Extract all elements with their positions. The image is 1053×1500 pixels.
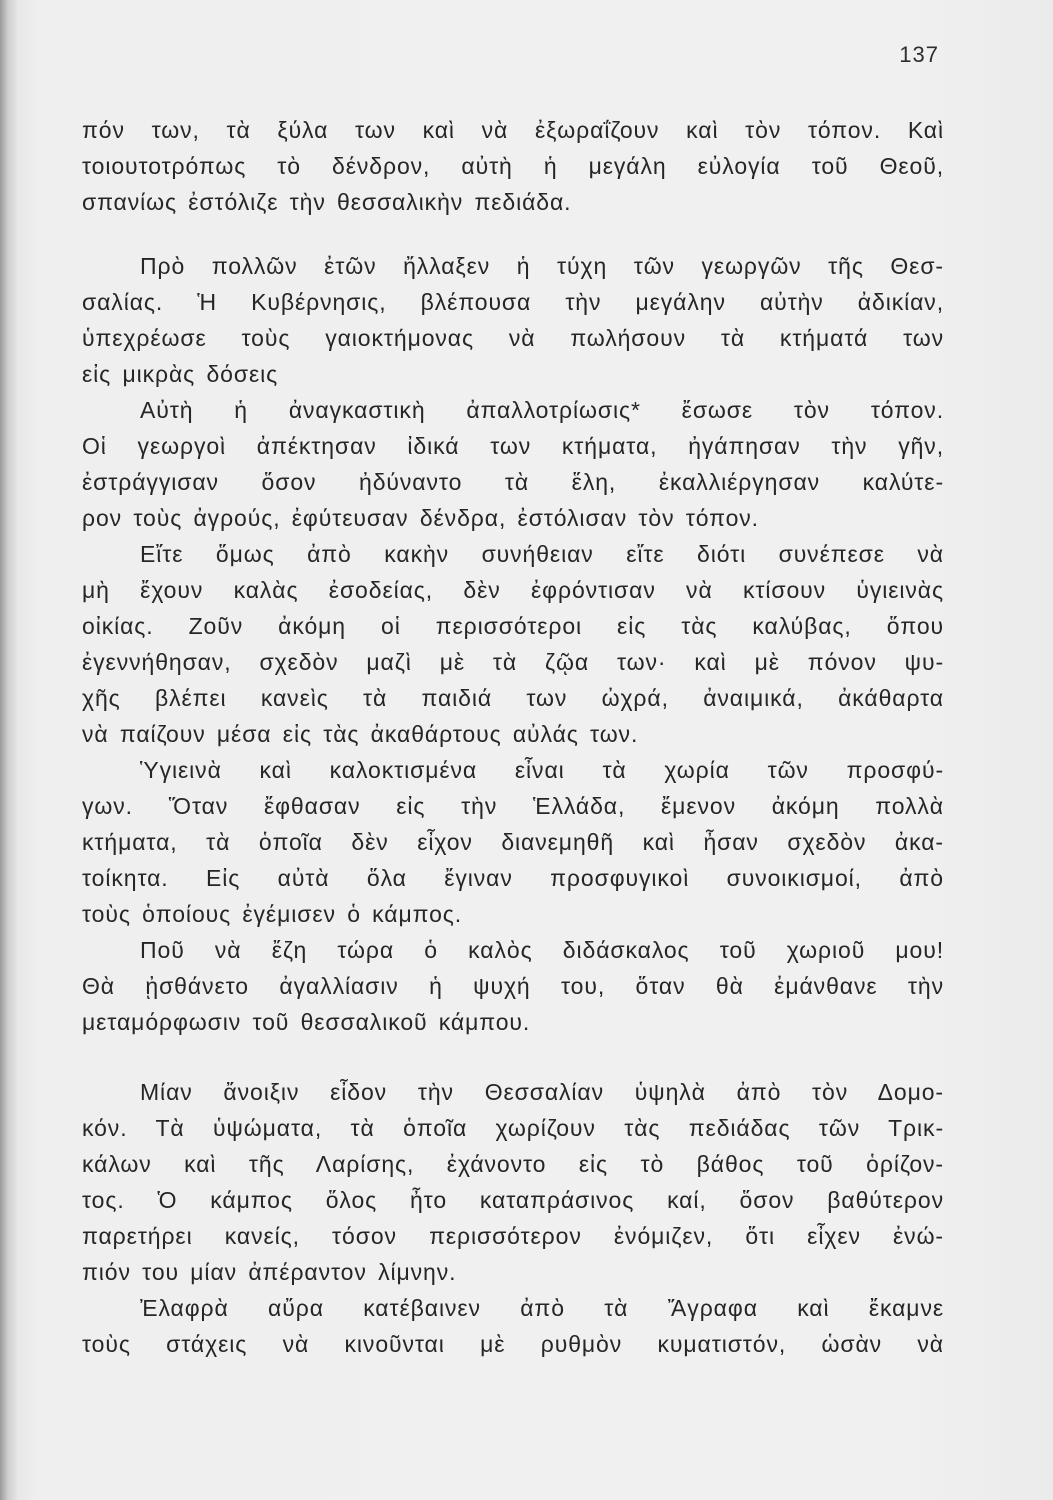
paragraph-start-line: Πρὸ πολλῶν ἐτῶν ἤλλαξεν ἡ τύχη τῶν γεωργῶν τῆς Θεσ- [140,253,944,279]
text-line: τοὺς στάχεις νὰ κινοῦνται μὲ ρυθμὸν κυματιστόν, ὡσὰν νὰ [82,1331,944,1357]
text-line: παρετήρει κανείς, τόσον περισσότερον ἐνόμιζεν, ὅτι εἶχεν ἐνώ- [82,1223,944,1249]
text-line: τοιουτοτρόπως τὸ δένδρον, αὐτὴ ἡ μεγάλη εὐλογία τοῦ Θεοῦ, [82,153,944,179]
text-line: πιόν του μίαν ἀπέραντον λίμνην. [82,1259,457,1285]
spine-shadow [0,0,18,1500]
text-line: οἰκίας. Ζοῦν ἀκόμη οἱ περισσότεροι εἰς τὰς καλύβας, ὅπου [82,613,944,639]
text-line: χῆς βλέπει κανεὶς τὰ παιδιά των ὠχρά, ἀναιμικά, ἀκάθαρτα [82,685,944,711]
text-line: ἐγεννήθησαν, σχεδὸν μαζὶ μὲ τὰ ζῷα των· καὶ μὲ πόνον ψυ- [82,649,944,675]
paragraph-start-line: Εἴτε ὅμως ἀπὸ κακὴν συνήθειαν εἴτε διότι συνέπεσε νὰ [140,541,944,567]
text-line: εἰς μικρὰς δόσεις [82,361,279,387]
text-line: γων. Ὅταν ἔφθασαν εἰς τὴν Ἑλλάδα, ἔμενον ἀκόμη πολλὰ [82,793,944,819]
paragraph-start-line: Ὑγιεινὰ καὶ καλοκτισμένα εἶναι τὰ χωρία τῶν προσφύ- [140,757,944,783]
text-line: Θὰ ᾐσθάνετο ἀγαλλίασιν ἡ ψυχή του, ὅταν θὰ ἐμάνθανε τὴν [82,973,944,999]
text-line: νὰ παίζουν μέσα εἰς τὰς ἀκαθάρτους αὐλάς των. [82,721,639,747]
text-line: ἐστράγγισαν ὅσον ἠδύναντο τὰ ἕλη, ἐκαλλιέργησαν καλύτε- [82,469,944,495]
text-line: μὴ ἔχουν καλὰς ἐσοδείας, δὲν ἐφρόντισαν νὰ κτίσουν ὑγιεινὰς [82,577,944,603]
body-text [82,112,944,1362]
paragraph-start-line: Αὐτὴ ἡ ἀναγκαστικὴ ἀπαλλοτρίωσις* ἔσωσε τὸν τόπον. [140,397,944,423]
text-line: τος. Ὁ κάμπος ὅλος ἦτο καταπράσινος καί, ὅσον βαθύτερον [82,1187,944,1213]
text-line: ρον τοὺς ἀγρούς, ἐφύτευσαν δένδρα, ἐστόλισαν τὸν τόπον. [82,505,759,531]
text-line: τοὺς ὁποίους ἐγέμισεν ὁ κάμπος. [82,901,463,927]
text-line: σαλίας. Ἡ Κυβέρνησις, βλέπουσα τὴν μεγάλην αὐτὴν ἀδικίαν, [82,289,944,315]
text-line: κάλων καὶ τῆς Λαρίσης, ἐχάνοντο εἰς τὸ βάθος τοῦ ὁρίζον- [82,1151,944,1177]
text-line: τοίκητα. Εἰς αὐτὰ ὅλα ἔγιναν προσφυγικοὶ συνοικισμοί, ἀπὸ [82,865,944,891]
text-line: πόν των, τὰ ξύλα των καὶ νὰ ἐξωραΐζουν καὶ τὸν τόπον. Καὶ [82,117,944,143]
paragraph-start-line: Ποῦ νὰ ἔζη τώρα ὁ καλὸς διδάσκαλος τοῦ χωριοῦ μου! [140,937,944,963]
text-line: κτήματα, τὰ ὁποῖα δὲν εἶχον διανεμηθῆ καὶ ἦσαν σχεδὸν ἀκα- [82,829,944,855]
text-line: Οἱ γεωργοὶ ἀπέκτησαν ἰδικά των κτήματα, ἠγάπησαν τὴν γῆν, [82,433,944,459]
text-line: ὑπεχρέωσε τοὺς γαιοκτήμονας νὰ πωλήσουν τὰ κτήματά των [82,325,944,351]
paragraph-start-line: Ἐλαφρὰ αὔρα κατέβαινεν ἀπὸ τὰ Ἄγραφα καὶ ἔκαμνε [140,1295,944,1321]
text-line: κόν. Τὰ ὑψώματα, τὰ ὁποῖα χωρίζουν τὰς πεδιάδας τῶν Τρικ- [82,1115,944,1141]
page-number: 137 [899,42,939,67]
text-line: μεταμόρφωσιν τοῦ θεσσαλικοῦ κάμπου. [82,1009,531,1035]
text-line: σπανίως ἐστόλιζε τὴν θεσσαλικὴν πεδιάδα. [82,189,572,215]
paragraph-start-line: Μίαν ἄνοιξιν εἶδον τὴν Θεσσαλίαν ὑψηλὰ ἀπὸ τὸν Δομο- [140,1079,944,1105]
